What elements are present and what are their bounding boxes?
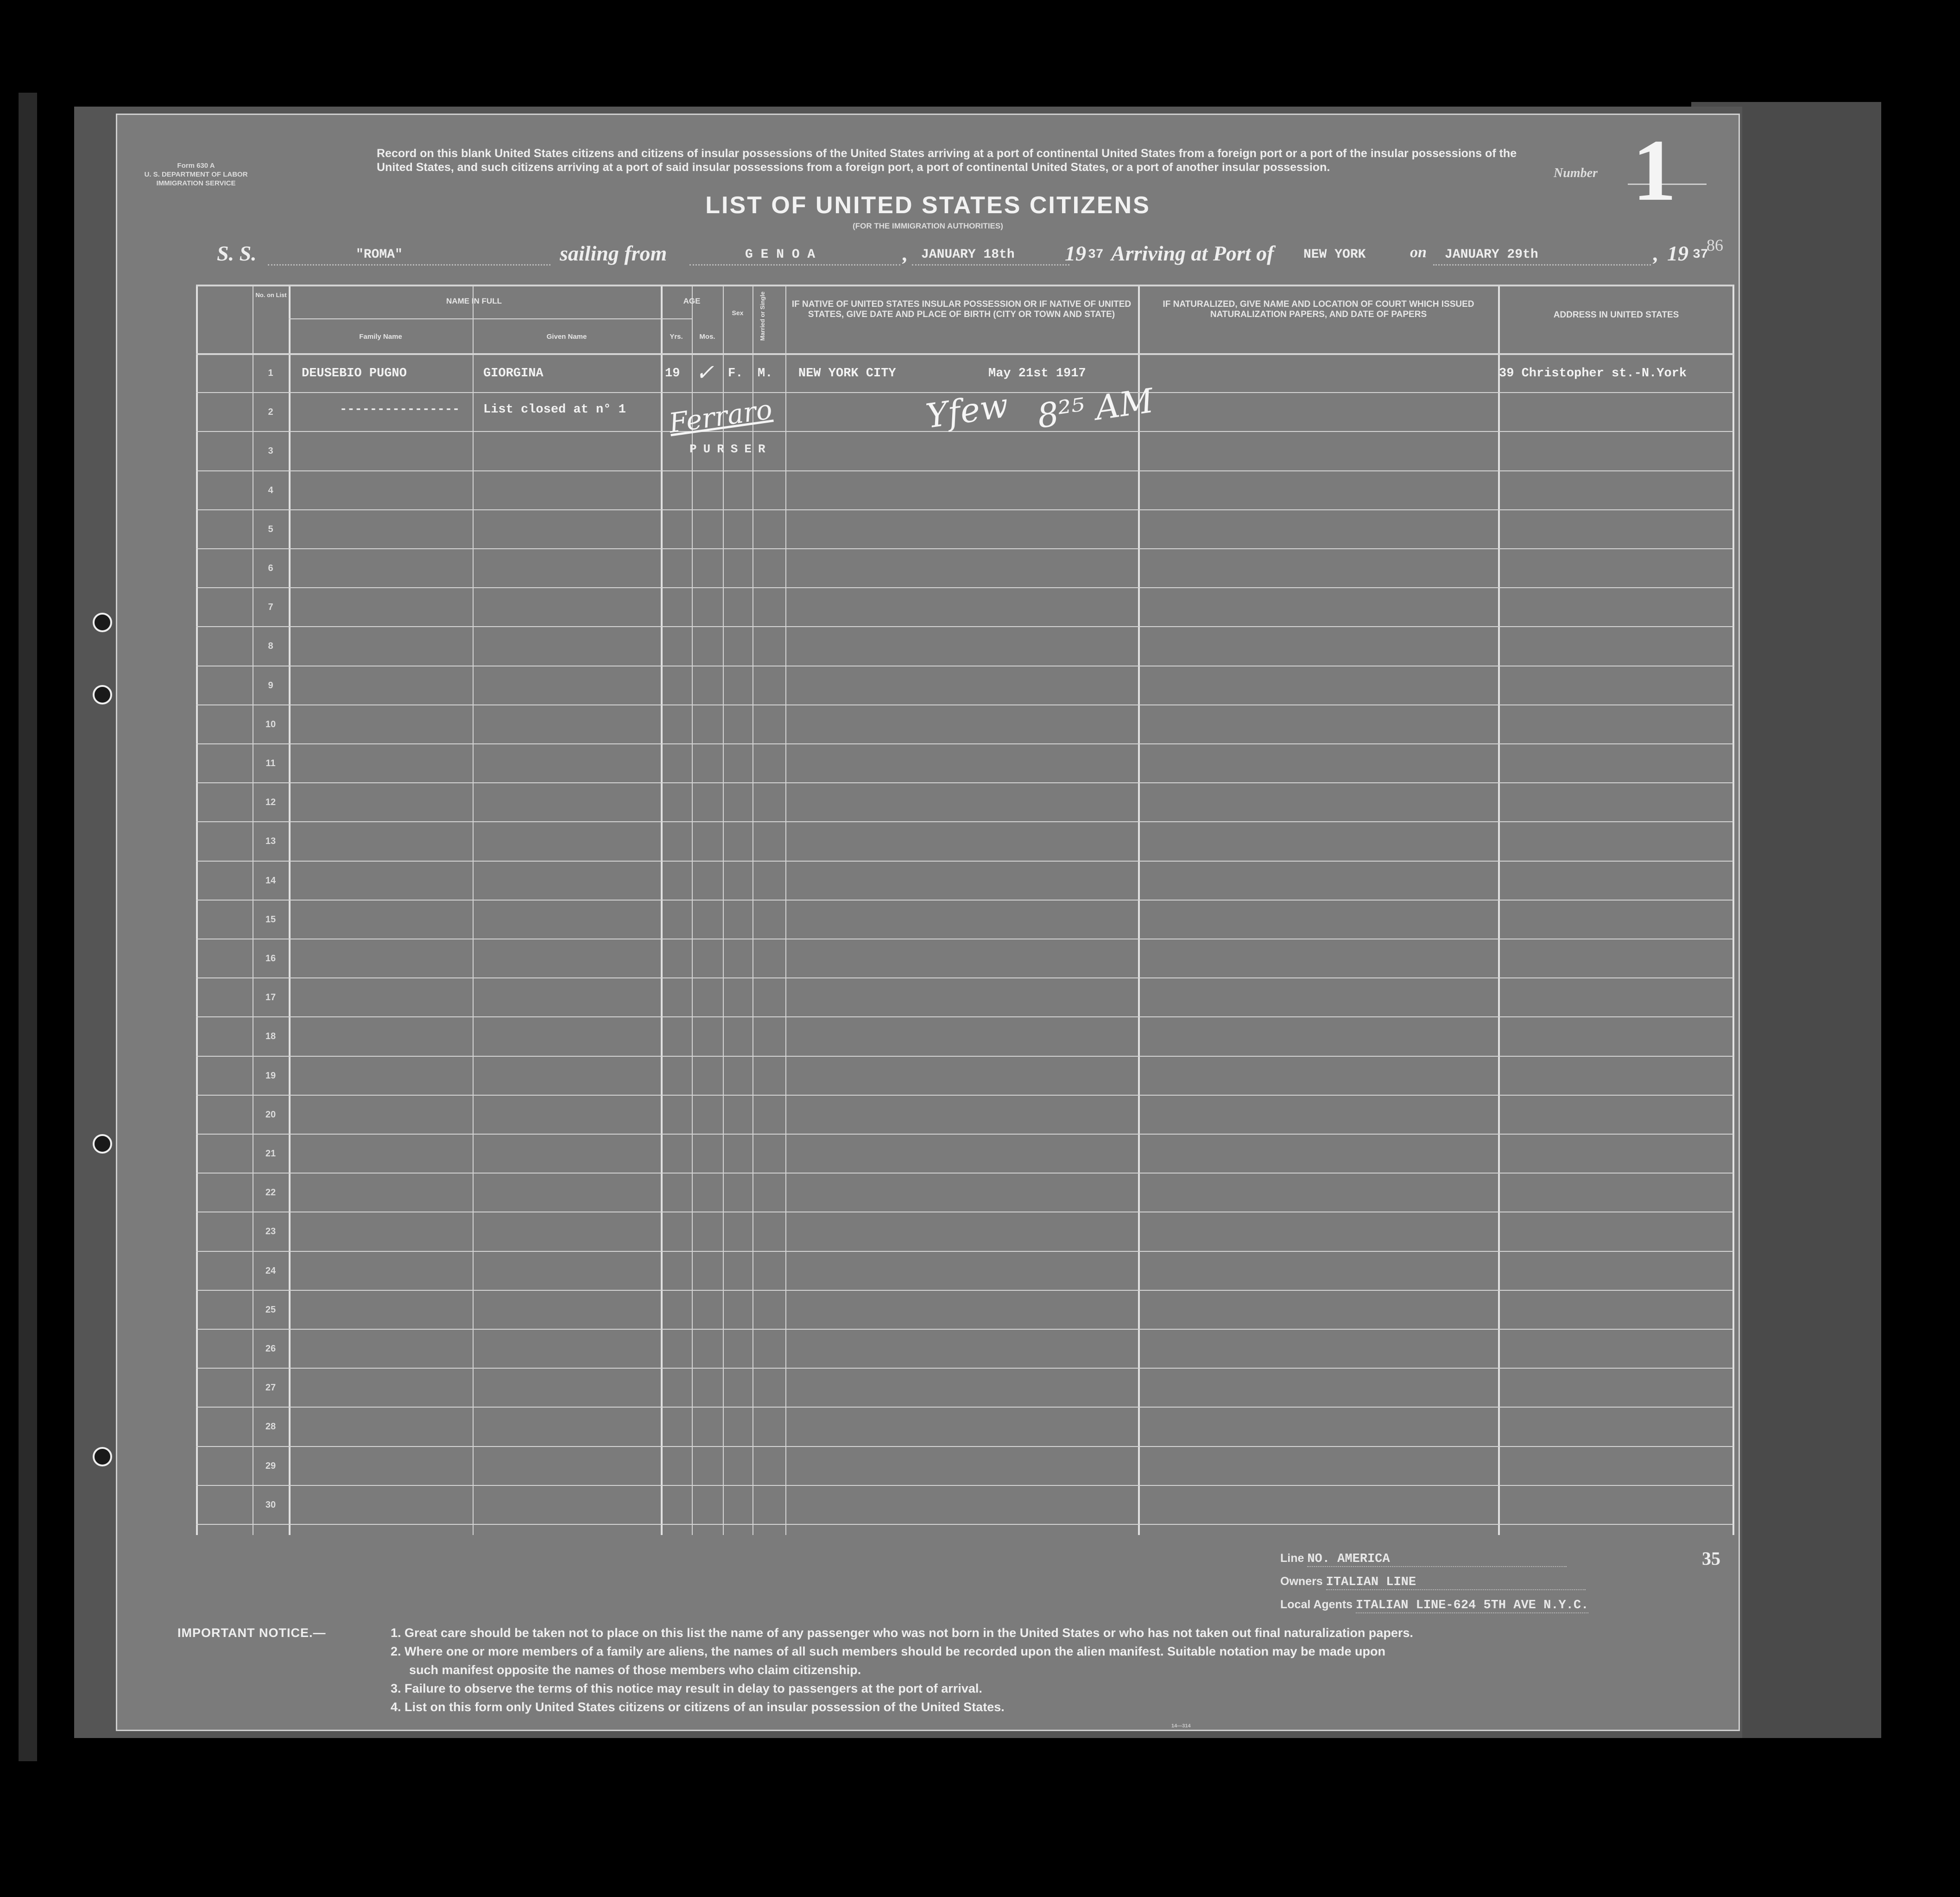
purser-signature: Ferraro (667, 393, 774, 439)
notice-item-1: 1. Great care should be taken not to place on this list the name of any passenger who was not born in the United States or who has not taken out final naturalization papers. (391, 1626, 1413, 1640)
port-to: NEW YORK (1303, 247, 1366, 262)
notice-item-2-cont: such manifest opposite the names of those members who claim citizenship. (409, 1663, 861, 1677)
owners-field (1280, 1575, 1586, 1590)
header-birth: IF NATIVE OF UNITED STATES INSULAR POSSESSION OR IF NATIVE OF UNITED STATES, GIVE DATE AND PLACE OF BIRTH (CITY OR TOWN AND STATE) (791, 299, 1132, 319)
owners-value: ITALIAN LINE (1326, 1575, 1586, 1590)
arriving-label: Arriving at Port of (1111, 241, 1274, 265)
row-rule (196, 1485, 1733, 1486)
binder-hole (93, 1447, 112, 1466)
age-mos-checkmark: ✓ (695, 360, 714, 386)
header-mos: Mos. (699, 333, 715, 341)
line-label: Line (1280, 1552, 1304, 1565)
number-label: Number (1554, 166, 1598, 180)
row-rule (196, 1134, 1733, 1135)
row-rule (196, 509, 1733, 510)
voyage-line (217, 241, 1713, 269)
row-number: 9 (268, 680, 273, 691)
row-number: 8 (268, 641, 273, 652)
ss-label: S. S. (217, 241, 257, 265)
row-rule (196, 1524, 1733, 1525)
row-rule (196, 1056, 1733, 1057)
depart-year-prefix: 19 (1065, 241, 1086, 265)
row-number: 20 (265, 1109, 276, 1120)
row-rule (196, 1251, 1733, 1252)
ship-name: "ROMA" (356, 247, 403, 262)
agents-label: Local Agents (1280, 1598, 1353, 1611)
birth-date-cell: May 21st 1917 (988, 367, 1086, 381)
purser-label: PURSER (689, 442, 772, 456)
row-number: 28 (265, 1421, 276, 1432)
sailing-label: sailing from (560, 241, 667, 265)
arrive-date: JANUARY 29th (1445, 247, 1538, 262)
binder-hole (93, 613, 112, 632)
row-rule (196, 470, 1733, 471)
table-top (196, 285, 1733, 286)
column-divider (289, 285, 291, 1535)
handwritten-initials: Yfew (923, 385, 1011, 436)
row-rule (196, 743, 1733, 744)
line-field (1280, 1552, 1567, 1567)
given-name-cell: GIORGINA (483, 367, 544, 381)
row-rule (196, 548, 1733, 549)
notice-item-4: 4. List on this form only United States citizens or citizens of an insular possession of the United States. (391, 1700, 1005, 1714)
row-number: 27 (265, 1383, 276, 1393)
row-number: 23 (265, 1226, 276, 1237)
binder-hole (93, 685, 112, 704)
notice-item-3: 3. Failure to observe the terms of this notice may result in delay to passengers at the port of arrival. (391, 1681, 982, 1695)
row-rule (196, 431, 1733, 432)
table-border (1732, 285, 1734, 1535)
row-number: 10 (265, 719, 276, 730)
row-number: 15 (265, 914, 276, 925)
notice-lead: IMPORTANT NOTICE.— (177, 1626, 326, 1640)
header-no-on-list: No. on List (255, 292, 287, 298)
row-number: 19 (265, 1070, 276, 1081)
header-bottom (196, 353, 1733, 355)
row-rule (196, 626, 1733, 627)
row-number: 13 (265, 836, 276, 847)
row-rule (196, 821, 1733, 822)
port-from: G E N O A (745, 247, 816, 262)
service: IMMIGRATION SERVICE (156, 179, 236, 187)
arrive-year-prefix: 19 (1667, 241, 1688, 265)
row-rule (196, 900, 1733, 901)
list-number: 1 (1632, 122, 1676, 219)
subheader-line (289, 318, 693, 319)
row-rule (196, 1016, 1733, 1017)
form-id: Form 630 A (177, 162, 215, 170)
row-rule (196, 977, 1733, 978)
row-number: 14 (265, 875, 276, 886)
depart-date: JANUARY 18th (921, 247, 1015, 262)
header-yrs: Yrs. (670, 333, 683, 341)
port-from-rule (689, 264, 900, 266)
row-number: 21 (265, 1148, 276, 1159)
left-binding-strip (19, 93, 37, 1761)
row-number: 30 (265, 1499, 276, 1510)
stamped-number: 86 (1707, 236, 1723, 254)
handwritten-time: 8²⁵ AM (1035, 381, 1156, 436)
on-label: on (1410, 244, 1427, 261)
important-notice (177, 1624, 1740, 1716)
row-number: 17 (265, 992, 276, 1003)
row-rule (196, 782, 1733, 783)
column-divider (752, 285, 753, 1535)
arrive-rule (1433, 264, 1651, 266)
row-number: 11 (266, 758, 276, 768)
column-divider (723, 285, 724, 1535)
family-name-cell: DEUSEBIO PUGNO (302, 367, 407, 381)
column-divider (473, 285, 474, 1535)
row-number: 26 (265, 1344, 276, 1354)
header-family-name: Family Name (359, 333, 402, 341)
column-divider (785, 285, 786, 1535)
birth-place-cell: NEW YORK CITY (798, 367, 896, 381)
page-number: 35 (1702, 1548, 1720, 1569)
column-divider (661, 285, 663, 1535)
comma: , (1653, 241, 1659, 265)
header-given-name: Given Name (546, 333, 587, 341)
header-address: ADDRESS IN UNITED STATES (1553, 310, 1679, 320)
row-rule (196, 1095, 1733, 1096)
header-age: AGE (683, 297, 701, 305)
record-instructions: Record on this blank United States citizens and citizens of insular possessions of the United States arriving at a port of continental United States from a foreign port or a port of the insular possessions of the United States, and such citizens arriving at a port of said insular possessions from a foreign port, a port of continental United States, or a port of another insular possession. (377, 147, 1517, 174)
row-number: 24 (265, 1265, 276, 1276)
row-number: 12 (265, 797, 276, 808)
row-rule (196, 1407, 1733, 1408)
row-rule (196, 1290, 1733, 1291)
form-identification (140, 161, 252, 188)
row-rule (196, 861, 1733, 862)
row-rule (196, 1173, 1733, 1174)
age-yrs-cell: 19 (665, 367, 680, 381)
depart-year: 37 (1088, 247, 1104, 262)
row-number: 29 (265, 1460, 276, 1471)
agents-value: ITALIAN LINE-624 5TH AVE N.Y.C. (1356, 1599, 1589, 1612)
row-rule (196, 1368, 1733, 1369)
page-title: LIST OF UNITED STATES CITIZENS (705, 192, 1151, 219)
page-subtitle: (FOR THE IMMIGRATION AUTHORITIES) (853, 222, 1003, 230)
line-value: NO. AMERICA (1307, 1552, 1567, 1567)
table-border (196, 285, 198, 1535)
row-number: 4 (268, 485, 273, 495)
row-number: 5 (268, 524, 273, 534)
address-cell: 39 Christopher st.-N.York (1499, 367, 1687, 381)
row-number: 16 (265, 953, 276, 964)
manifest-sheet (116, 114, 1740, 1731)
row-rule (196, 704, 1733, 705)
row-number: 25 (265, 1304, 276, 1315)
binder-hole (93, 1134, 112, 1154)
row-number: 1 (268, 368, 273, 378)
column-divider (692, 285, 693, 1535)
header-sex: Sex (732, 309, 744, 317)
owners-label: Owners (1280, 1575, 1323, 1588)
row-number: 22 (265, 1187, 276, 1198)
row-number: 18 (265, 1031, 276, 1042)
family-name-cell: ---------------- (340, 403, 460, 417)
column-divider (1498, 285, 1500, 1535)
column-divider (1138, 285, 1140, 1535)
row-number: 2 (268, 407, 273, 418)
notice-item-2: 2. Where one or more members of a family are aliens, the names of all such members should be recorded upon the alien manifest. Suitable notation may be made upon (391, 1644, 1386, 1658)
ship-rule (268, 264, 550, 266)
row-number: 7 (268, 602, 273, 613)
comma: , (903, 241, 908, 265)
row-number: 3 (268, 446, 273, 457)
agents-field (1280, 1598, 1588, 1613)
sex-cell: F. (728, 367, 743, 381)
marital-cell: M. (758, 367, 773, 381)
list-closed-note: List closed at n° 1 (483, 403, 626, 417)
row-rule (196, 1329, 1733, 1330)
depart-rule (912, 264, 1069, 266)
row-number: 6 (268, 563, 273, 573)
header-name-in-full: NAME IN FULL (446, 297, 502, 305)
row-rule (196, 1446, 1733, 1447)
arrive-year: 37 (1693, 247, 1708, 262)
header-naturalized: IF NATURALIZED, GIVE NAME AND LOCATION OF COURT WHICH ISSUED NATURALIZATION PAPERS, AND DATE OF PAPERS (1163, 299, 1474, 319)
row-rule (196, 587, 1733, 588)
notice-line (177, 1624, 1740, 1642)
department: U. S. DEPARTMENT OF LABOR (144, 171, 248, 178)
header-married-single: Married or Single (759, 291, 766, 341)
form-code: 14—314 (1171, 1723, 1191, 1729)
